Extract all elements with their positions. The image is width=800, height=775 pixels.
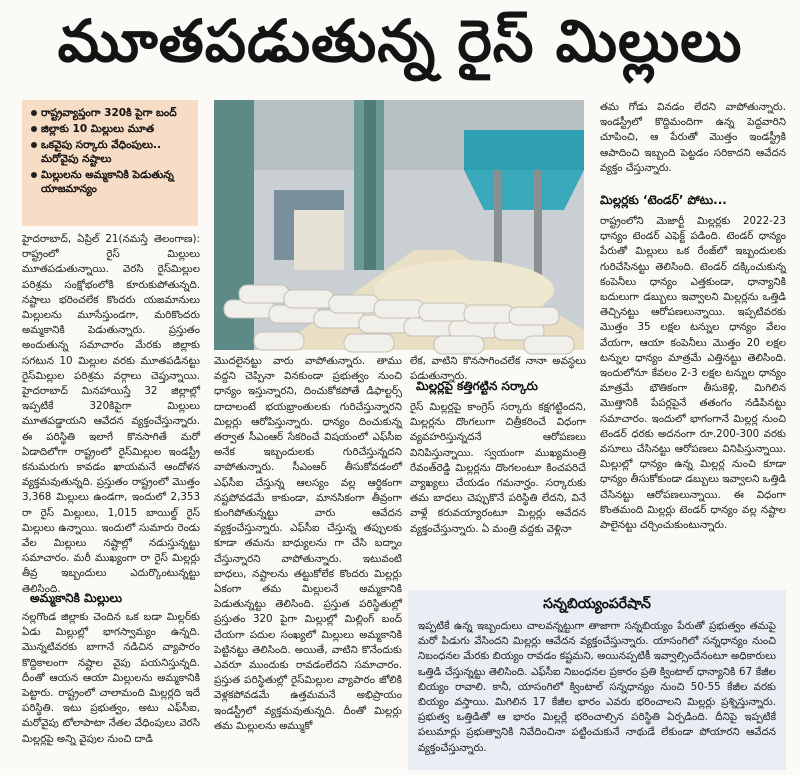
boxed-story-title: సన్నబియ్యంపరేషాన్ xyxy=(543,596,651,612)
subhead-tender-blow: మిల్లర్లకు ‘టెండర్’ పోటు... xyxy=(600,193,727,207)
article-column-1b xyxy=(22,610,200,770)
article-column-2 xyxy=(214,354,402,770)
highlight-item: జిల్లాకు 10 మిల్లులు మూత xyxy=(30,122,192,136)
paragraph: రాష్ట్రంలోని మెజార్టీ మిల్లర్లకు 2022-23 ధాన్యం టెండర్ ఎఫెక్ట్ పడింది. టెండర్ ధాన్యం పేరుతో మిల్లులు ఒక రేంజ్‌లో ఇబ్బందులకు గురిచేసినట్టు తెలిసింది. టెండర్ దక్కించుకున్న కంపెనీలు ధాన్యం ఎత్తకుండా, ధాన్యానికి బదులుగా డబ్బులు ఇవ్వాలని మిల్లర్లను ఒత్తిడి తెచ్చినట్టు ఆరోపణలున్నాయి. ఇప్పటివరకు మొత్తం 35 లక్షల టన్నుల ధాన్యం వేలం వేయగా, ఆయా కంపెనీలు మొత్తం 20 లక్షల టన్నుల ధాన్యం మాత్రమే ఎత్తినట్టు తెలిసింది. ఇందులోనూ కేవలం 2-3 లక్షల టన్నుల ధాన్యం మాత్రమే భౌతికంగా తీసుకెళ్లి, మిగిలిన మొత్తానికి పేపర్లపైనే తతంగం నడిపినట్టు సమాచారం. ఇందులో భాగంగానే మిల్లర్ల నుంచి టెండర్ ధరకు అదనంగా రూ.200-300 వరకు వసూలు చేసినట్టు ఆరోపణలు వినిపిస్తున్నాయి. మిల్లుల్లో ధాన్యం ఉన్న మిల్లర్ల నుంచి కూడా ధాన్యం తీసుకోకుండా డబ్బులు ఇవ్వాలని ఒత్తిడి చేసినట్టు ఆరోపణలున్నాయి. ఈ విధంగా కొంతమంది మిల్లర్లు టెండర్ ధాన్యం వల్ల నష్టాల పాలైనట్టు చర్చించుకుంటున్నారు. xyxy=(600,215,786,532)
article-column-4b xyxy=(600,214,786,574)
highlight-item: ఒకవైపు సర్కారు వేధింపులు.. మరోవైపు నష్టాలు xyxy=(30,138,192,166)
subhead-mills-for-sale: అమ్మకానికి మిల్లులు xyxy=(30,591,123,605)
rice-mill-photo xyxy=(214,100,584,350)
boxed-story-text: ఇప్పటికే ఉన్న ఇబ్బందులు చాలవన్నట్టుగా తాజాగా సన్నబియ్యం పేరుతో ప్రభుత్వం తమపై మరో పిడుగు వేసిందని మిల్లర్లు ఆవేదన వ్యక్తంచేస్తున్నారు. యాసంగిలో సన్నధాన్యం నుంచి నిబంధనల మేరకు బియ్యం రావడం కష్టమని, అయినప్పటికీ ఇవ్వాల్సిందేనంటూ అధికారులు ఒత్తిడి చేస్తున్నట్టు తెలిసింది. ఎఫ్‌సీఐ నిబంధనల ప్రకారం ప్రతి క్వింటాల్ ధాన్యానికి 67 కేజీల బియ్యం రావాలి. కానీ, యాసంగిలో క్వింటాల్ సన్నధాన్యం నుంచి 50-55 కేజీల వరకు బియ్యం వస్తాయి. మిగిలిన 17 కేజీల భారం ఎవరు భరించాలని మిల్లర్లు ప్రశ్నిస్తున్నారు. ప్రభుత్వ ఒత్తిడితో ఆ భారం మిల్లర్లే భరించాల్సిన పరిస్థితి ఏర్పడింది. దీనిపై ఇప్పటికే పలుమార్లు ప్రభుత్వానికి నివేదించినా పట్టించుకునే నాథుడే లేకుండా పోయారని ఆవేదన వ్యక్తంచేస్తున్నారు. xyxy=(418,620,776,754)
paragraph: మొదలైనట్టు వారు వాపోతున్నారు. తాము వద్దని చెప్పినా వినకుండా ప్రభుత్వం నుంచి ధాన్యం ఇస్తున్నారని, దించుకోకపోతే డిఫాల్టర్స్ దాదాలంటే భయభ్రాంతులకు గురిచేస్తున్నారని మిల్లర్లు ఆరోపిస్తున్నారు. ధాన్యం దించుకున్న తర్వాత సీఎంఆర్ సేకరించే విషయంలో ఎఫ్‌సీఐ అనేక ఇబ్బందులకు గురిచేస్తున్నదని వాపోతున్నారు. సీఎంఆర్ తీసుకోవడంలో ఎఫ్‌సీఐ చేస్తున్న ఆలస్యం వల్ల ఆర్థికంగా నష్టపోవడమే కాకుండా, మానసికంగా తీవ్రంగా కుంగిపోతున్నట్టు వారు ఆవేదన వ్యక్తంచేస్తున్నారు. ఎఫ్‌సీఐ చేస్తున్న తప్పులకు కూడా తమను బాధ్యులను గా చేసి బద్నాం చేస్తున్నారని వాపోతున్నారు. ఇటువంటి బాధలు, నష్టాలను తట్టుకోలేక కొందరు మిల్లర్లు ఏకంగా తమ మిల్లులనే అమ్మకానికి పెడుతున్నట్టు తెలిసింది. ప్రస్తుత పరిస్థితుల్లో ప్రస్తుతం 320 పైగా మిల్లుల్లో మిల్లింగ్ బంద్ చేయగా పదుల సంఖ్యలో మిల్లులు అమ్మకానికి పెట్టినట్టు తెలిసింది. అయితే, వాటిని కొనేందుకు ఎవరూ ముందుకు రావడంలేదని సమాచారం. ప్రస్తుత పరిస్థితుల్లో రైస్‌మిల్లుల వ్యాపారం జోలికి వెళ్లకపోవడమే ఉత్తమమనే అభిప్రాయం ఇండస్ట్రీలో వ్యక్తమవుతున్నది. దీంతో మిల్లర్లు తమ మిల్లులను అమ్ముకో xyxy=(214,355,402,732)
boxed-story xyxy=(408,590,786,770)
paragraph: హైదరాబాద్, ఏప్రిల్ 21(నమస్తే తెలంగాణ): రాష్ట్రంలో రైస్ మిల్లులు మూతపడుతున్నాయి. వెరసి రైస్‌మిల్లుల పరిశ్రమ సంక్షోభంలోకి కూరుకుపోతున్నది. నష్టాలు భరించలేక కొందరు యజమానులు మిల్లులను మూసేస్తుండగా, మరికొందరు అమ్మకానికి పెడుతున్నారు. ప్రస్తుతం అందుతున్న సమాచారం మేరకు జిల్లాకు సగటున 10 మిల్లుల వరకు మూతపడినట్టు రైస్‌మిల్లుల పరిశ్రమ వర్గాలు చెప్తున్నాయి. హైదరాబాద్ మినహాయిస్తే 32 జిల్లాల్లో ఇప్పటికే 320కిపైగా మిల్లులు మూతపడ్డాయని ఆవేదన వ్యక్తంచేస్తున్నారు. ఈ పరిస్థితి ఇలాగే కొనసాగితే మరో ఏడాదిలోగా రాష్ట్రంలో రైస్‌మిల్లుల ఇండస్ట్రీ కనుమరుగు కావడం ఖాయమనే ఆందోళన వ్యక్తమవుతున్నది. ప్రస్తుతం రాష్ట్రంలో మొత్తం 3,368 మిల్లులు ఉండగా, ఇందులో 2,353 రా రైస్ మిల్లులు, 1,015 బాయిల్డ్ రైస్ మిల్లులు ఉన్నాయి. ఇందులో సుమారు రెండు వేల మిల్లులు నష్టాల్లో నడుస్తున్నట్టు సమాచారం. మరీ ముఖ్యంగా రా రైస్ మిల్లర్లు తీవ్ర ఇబ్బందులు ఎదుర్కొంటున్నట్టు తెలిసింది. xyxy=(22,233,200,595)
paragraph: నల్లగొండ జిల్లాకు చెందిన ఒక బడా మిల్లర్‌కు ఏడు మిల్లుల్లో భాగస్వామ్యం ఉన్నది. మొన్నటివరకు బాగానే నడిచిన వ్యాపారం కొద్దికాలంగా నష్టాల వైపు పయనిస్తున్నది. దీంతో ఆయన ఆయా మిల్లులను అమ్మకానికి పెట్టారు. రాష్ట్రంలో చాలామంది మిల్లర్లది ఇదే పరిస్థితి. ఇటు ప్రభుత్వం, అటు ఎఫ్‌సీఐ, మరోవైపు టోలాపాటా నేతల వేధింపులు వెరసి మిల్లర్లపై అన్ని వైపుల నుంచి దాడి xyxy=(22,611,200,745)
paragraph: రైస్ మిల్లర్లపై కాంగ్రెస్ సర్కారు కక్షగట్టిందని, మిల్లర్లను దొంగలుగా చిత్రీకరించే విధంగా వ్యవహరిస్తున్నదనే ఆరోపణలు వినిపిస్తున్నాయి. స్వయంగా ముఖ్యమంత్రి రేవంత్‌రెడ్డి మిల్లర్లను దొంగలంటూ కించపరిచే వ్యాఖ్యలు చేయడం గమనార్హం. సర్కారుకు తమ బాధలు చెప్పుకొనే పరిస్థితి లేదని, వినే వాళ్లే కరువయ్యారంటూ మిల్లర్లు ఆవేదన వ్యక్తంచేస్తున్నారు. ఏ మంత్రి వద్దకు వెళ్లినా xyxy=(410,401,586,535)
highlight-item: మిల్లులను అమ్మకానికి పెడుతున్న యాజమాన్యం xyxy=(30,168,192,196)
headline: మూతపడుతున్న రైస్ మిల్లులు xyxy=(57,6,743,75)
article-column-4 xyxy=(600,100,786,190)
highlight-item: రాష్ట్రవ్యాప్తంగా 320కి పైగా బంద్ xyxy=(30,106,192,120)
subhead-government-targets-millers: మిల్లర్లపై కత్తిగట్టిన సర్కారు xyxy=(416,379,538,393)
article-column-3b xyxy=(410,400,586,590)
article-column-1 xyxy=(22,232,200,595)
paragraph: లేక, వాటిని కొనసాగించలేక నానా అవస్థలు పడుతున్నారు. xyxy=(410,355,586,383)
highlights-box xyxy=(22,100,198,226)
paragraph: తమ గోడు వినడం లేదని వాపోతున్నారు. ఇండస్ట్రీలో కొద్దిమందిగా ఉన్న పెద్దవారిని చూపించి, ఆ పేరుతో మొత్తం ఇండస్ట్రీకి ఆపాదించి ఇబ్బంది పెట్టడం సరికాదని ఆవేదన వ్యక్తం చేస్తున్నారు. xyxy=(600,101,786,174)
